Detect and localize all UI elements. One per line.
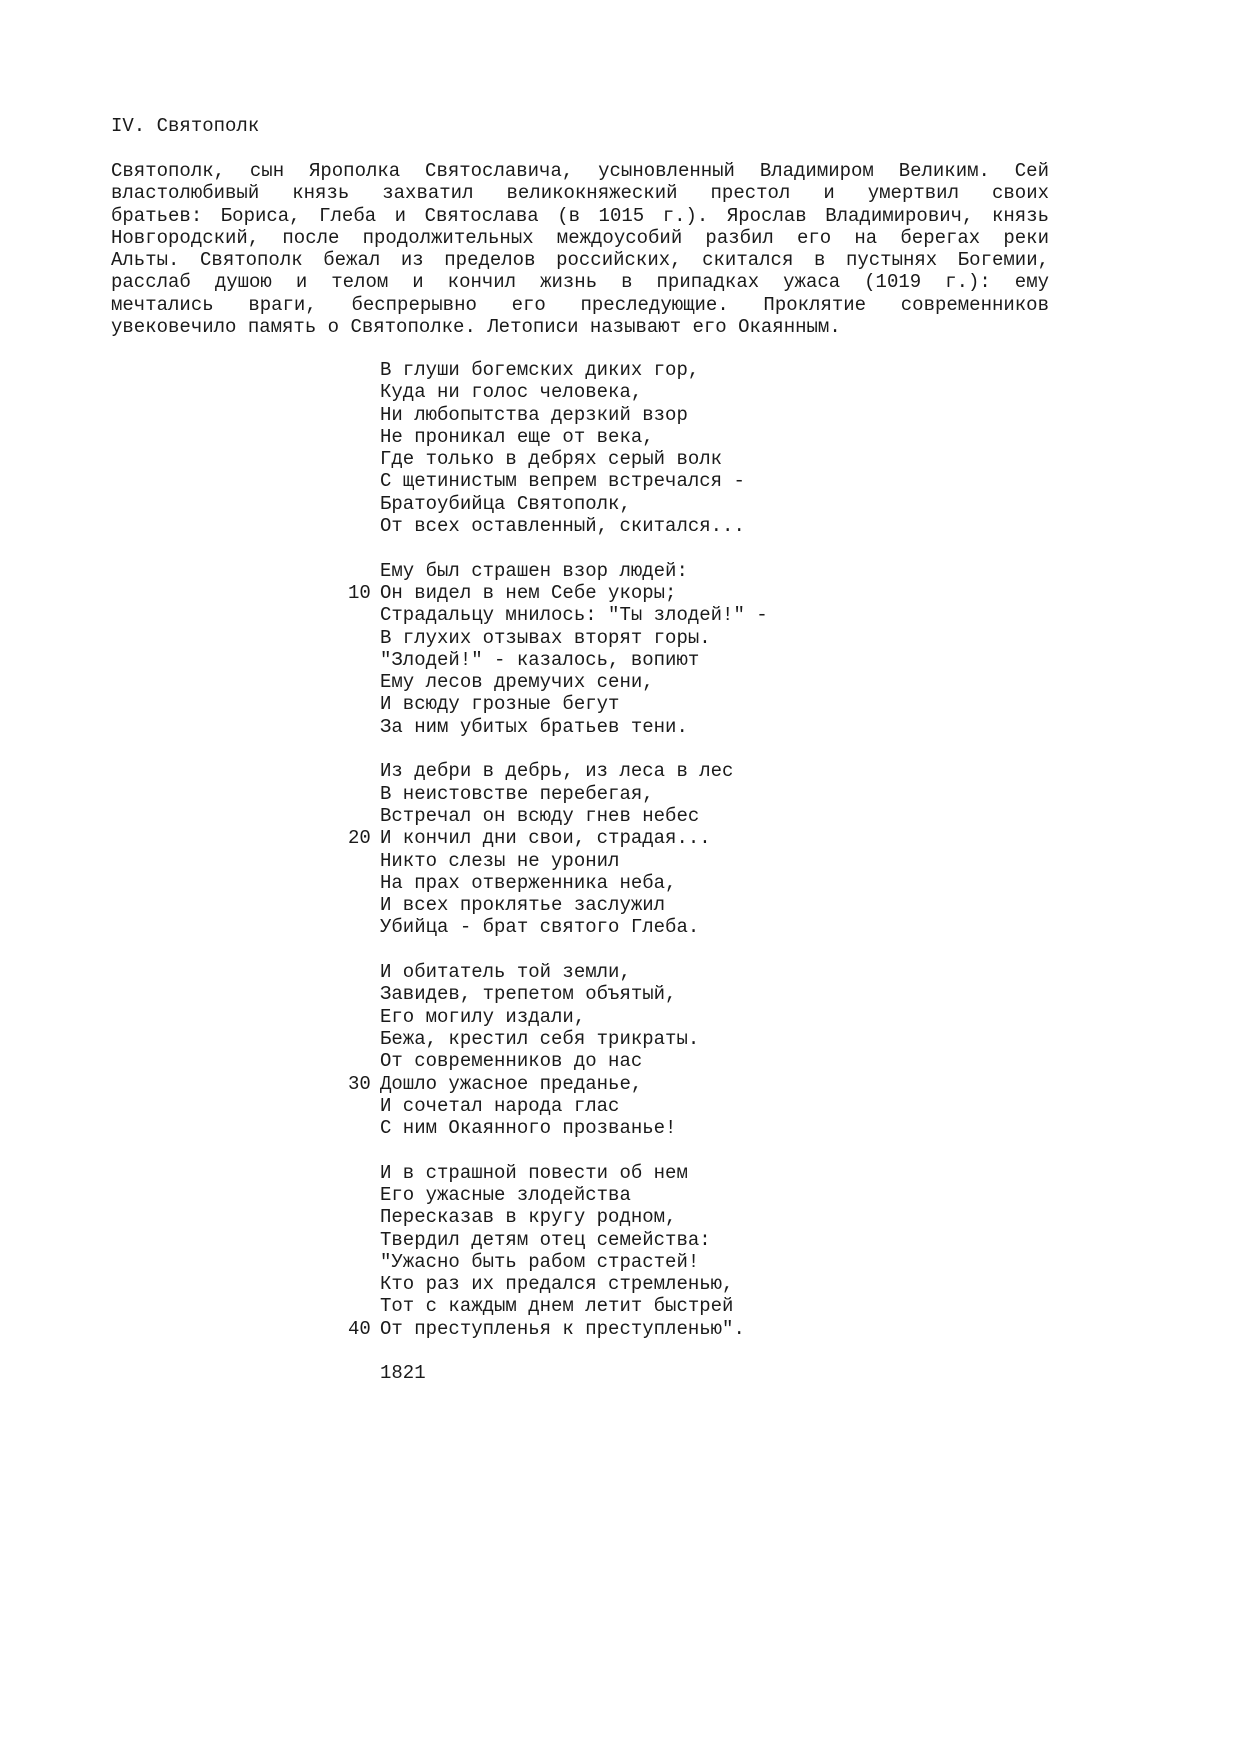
poem-line-text: Его могилу издали, xyxy=(380,1005,586,1028)
poem-line xyxy=(330,894,768,916)
poem-line-text: "Ужасно быть рабом страстей! xyxy=(380,1250,700,1273)
stanza xyxy=(330,359,768,537)
poem-line-text: В глухих отзывах вторят горы. xyxy=(380,626,711,649)
intro-line: увековечило память о Святополке. Летописи называют его Окаянным. xyxy=(111,316,841,339)
poem-line-text: В неистовстве перебегая, xyxy=(380,782,654,805)
poem-line xyxy=(330,1206,768,1228)
poem-line xyxy=(330,359,768,381)
stanza xyxy=(330,1162,768,1340)
poem-line xyxy=(330,1318,768,1340)
poem-line xyxy=(330,1028,768,1050)
poem-line-text: Ни любопытства дерзкий взор xyxy=(380,403,688,426)
poem-line xyxy=(330,448,768,470)
poem-line-text: И кончил дни свои, страдая... xyxy=(380,827,711,850)
line-number: 30 xyxy=(348,1072,371,1095)
poem-line-text: И в страшной повести об нем xyxy=(380,1161,688,1184)
poem-line-text: Твердил детям отец семейства: xyxy=(380,1228,711,1251)
poem-line-text: И всюду грозные бегут xyxy=(380,693,620,716)
poem-year: 1821 xyxy=(380,1362,426,1385)
poem-line xyxy=(330,582,768,604)
poem-line xyxy=(330,1006,768,1028)
poem-line xyxy=(330,404,768,426)
poem-line-text: Никто слезы не уронил xyxy=(380,849,620,872)
poem-line xyxy=(330,1073,768,1095)
poem-line-text: Не проникал еще от века, xyxy=(380,425,654,448)
poem-line xyxy=(330,649,768,671)
poem-line-text: Бежа, крестил себя трикраты. xyxy=(380,1027,700,1050)
poem-line-text: Дошло ужасное преданье, xyxy=(380,1072,643,1095)
poem-line xyxy=(330,1184,768,1206)
poem-line-text: И сочетал народа глас xyxy=(380,1094,620,1117)
poem-line-text: Ему был страшен взор людей: xyxy=(380,559,688,582)
poem-line xyxy=(330,850,768,872)
intro-line: мечтались враги, беспрерывно его преследующие. Проклятие современников xyxy=(111,293,1049,316)
poem-line xyxy=(330,604,768,626)
poem-line xyxy=(330,805,768,827)
poem-line xyxy=(330,983,768,1005)
poem-line xyxy=(330,827,768,849)
line-number: 10 xyxy=(348,581,371,604)
stanza xyxy=(330,560,768,738)
poem-line-text: Встречал он всюду гнев небес xyxy=(380,804,700,827)
poem-line-text: За ним убитых братьев тени. xyxy=(380,715,688,738)
poem-line-text: Из дебри в дебрь, из леса в лес xyxy=(380,760,734,783)
poem-line-text: От всех оставленный, скитался... xyxy=(380,515,745,538)
poem-line xyxy=(330,783,768,805)
poem-line-text: Братоубийца Святополк, xyxy=(380,492,631,515)
poem-line-text: Пересказав в кругу родном, xyxy=(380,1206,677,1229)
poem-line-text: Он видел в нем Себе укоры; xyxy=(380,581,677,604)
poem-line xyxy=(330,1273,768,1295)
poem-line-text: От современников до нас xyxy=(380,1050,643,1073)
poem-line xyxy=(330,693,768,715)
poem-line-text: И обитатель той земли, xyxy=(380,961,631,984)
intro-paragraph xyxy=(111,160,1049,338)
poem-line-text: На прах отверженника неба, xyxy=(380,871,677,894)
poem-line-text: Куда ни голос человека, xyxy=(380,381,643,404)
intro-line: Новгородский, после продолжительных междоусобий разбил его на берегах реки xyxy=(111,226,1049,249)
poem-line xyxy=(330,916,768,938)
intro-line: властолюбивый князь захватил великокняжеский престол и умертвил своих xyxy=(111,182,1049,205)
poem-line xyxy=(330,760,768,782)
poem-line xyxy=(330,381,768,403)
stanza xyxy=(330,760,768,938)
poem-line xyxy=(330,560,768,582)
poem-line-text: "Злодей!" - казалось, вопиют xyxy=(380,648,700,671)
poem-line-text: Убийца - брат святого Глеба. xyxy=(380,916,700,939)
stanza xyxy=(330,961,768,1139)
poem-line xyxy=(330,671,768,693)
poem-line xyxy=(330,1162,768,1184)
poem-line-text: Страдальцу мнилось: "Ты злодей!" - xyxy=(380,604,768,627)
poem-line xyxy=(330,1295,768,1317)
poem-line-text: С ним Окаянного прозванье! xyxy=(380,1117,677,1140)
poem-line-text: В глуши богемских диких гор, xyxy=(380,359,700,381)
poem-line xyxy=(330,1050,768,1072)
intro-line: Альты. Святополк бежал из пределов российских, скитался в пустынях Богемии, xyxy=(111,249,1049,272)
poem-line-text: Его ужасные злодейства xyxy=(380,1183,631,1206)
poem-line xyxy=(330,961,768,983)
poem-line xyxy=(330,470,768,492)
poem-line xyxy=(330,515,768,537)
poem-line-text: Где только в дебрях серый волк xyxy=(380,448,723,471)
line-number: 40 xyxy=(348,1317,371,1340)
intro-line: расслаб душою и телом и кончил жизнь в припадках ужаса (1019 г.): ему xyxy=(111,271,1049,294)
intro-line: Святополк, сын Ярополка Святославича, усыновленный Владимиром Великим. Сей xyxy=(111,160,1049,182)
poem-line xyxy=(330,426,768,448)
poem-line xyxy=(330,1251,768,1273)
poem-line xyxy=(330,716,768,738)
poem-line-text: Ему лесов дремучих сени, xyxy=(380,671,654,694)
poem-line xyxy=(330,1117,768,1139)
poem-line-text: Кто раз их предался стремленью, xyxy=(380,1273,734,1296)
poem-line-text: И всех проклятье заслужил xyxy=(380,894,666,917)
poem-line xyxy=(330,872,768,894)
intro-line: братьев: Бориса, Глеба и Святослава (в 1015 г.). Ярослав Владимирович, князь xyxy=(111,204,1049,227)
poem-line xyxy=(330,1095,768,1117)
poem xyxy=(330,359,768,1385)
poem-line-text: С щетинистым вепрем встречался - xyxy=(380,470,745,493)
section-title: IV. Святополк xyxy=(111,115,260,137)
poem-line xyxy=(330,1229,768,1251)
poem-line xyxy=(330,493,768,515)
poem-line-text: Тот с каждым днем летит быстрей xyxy=(380,1295,734,1318)
poem-line-text: Завидев, трепетом объятый, xyxy=(380,983,677,1006)
poem-line xyxy=(330,627,768,649)
line-number: 20 xyxy=(348,827,371,850)
poem-line-text: От преступленья к преступленью". xyxy=(380,1317,745,1340)
